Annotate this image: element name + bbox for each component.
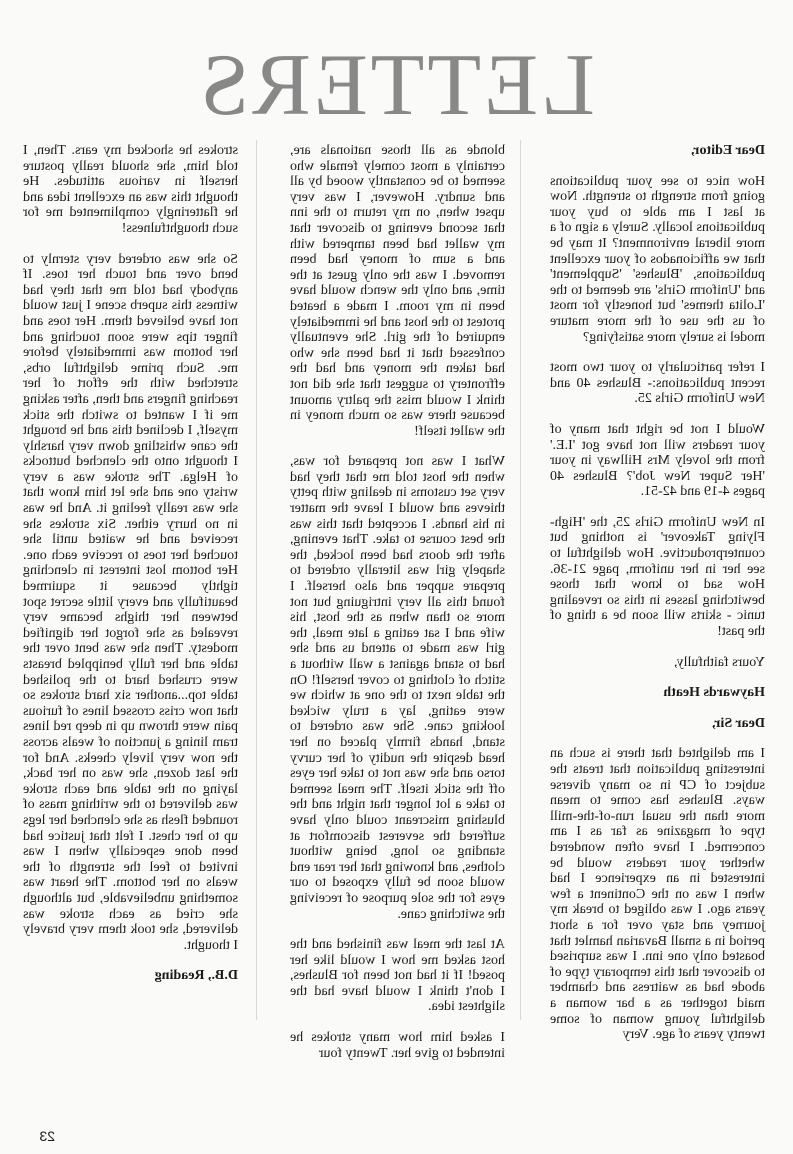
letter-paragraph: blonde as all those nationals are, certainly a most comely female who seemed to be constantly wooed by all and sundry. However, I was very upset when, on my return to the inn that second evening to discover that my wallet had been tampered with and a sum of money had been removed. I was the only guest at the time, and only the wench would have been in my room. I made a heated protest to the host and he immediately enquired of the girl. She eventually confessed that it had been she who had taken the money and had the effrontery to suggest that she did not think I would miss the paltry amount because there was so much money in the wallet itself! [290, 143, 505, 439]
column-divider [256, 140, 257, 1020]
letter-paragraph: So she was ordered very sternly to bend over and touch her toes. If anybody had told me that they had witness this superb scene I just would not have believed them. Her toes and finger tips were soon touching and her bottom was immediately before me. Such prime delightful orbs, stretched with the effort of her reaching fingers and then, after asking me if I wanted to switch the stick myself, I declined this and he brought the cane whistling down very harshly I thought onto the clenched buttocks of Helga. The stroke was a very wristy one and she let him know that she was really feeling it. And he was in no hurry either. Six strokes she received and he waited until she touched her toes to receive each one. Her bottom lost interest in clenching tightly because it squirmed beautifully and every little secret spot between her thighs became very revealed as she forgot her dignified modesty. Then she was bent over the table and her fully benippled breasts were crushed hard to the polished table top...another six hard strokes so that now criss crossed lines of furious pain were thrown up in deep red lines tram lining a junction of weals across the now very lively cheeks. And for the last dozen, she was on her back, laying on the table and each stroke was delivered to the writhing mass of rounded flesh as she clenched her legs up to her chest. I felt that justice had been done especially when I was invited to feel the strength of the weals on her bottom. The heart was something unbelievable, but although she cried as each stroke was delivered, she took them very bravely I thought. [23, 251, 238, 953]
letter-paragraph: I am delighted that there is such an interesting publication that treats the subject of CP in so many diverse ways. Blushes has come to mean more than the usual run-of-the-mill type of magazine as far as I am concerned. I have often wondered whether your readers would be interested in an experience I had when I was on the Continent a few years ago. I was obliged to break my journey and stay over for a short period in a small Bavarian hamlet that boasted only one inn. I was surprised to discover that this temporary type of abode had as waitress and chamber maid together as a bar woman a delightful young woman of some twenty years of age. Very [550, 746, 765, 1043]
letter-paragraph: I refer particularly to your two most recent publications:- Blushes 40 and New Uniform Girls 25. [550, 360, 765, 407]
letter-signature: Haywards Heath [663, 685, 765, 701]
letter-signature: D.B., Reading [154, 968, 238, 984]
letter-column-left [550, 143, 765, 1058]
letter-greeting: Dear Sir, [712, 715, 765, 731]
letter-paragraph: What I was not prepared for was, when the host told me that they had very set customs in dealing with petty thieves and would I leave the matter in his hands. I accepted that this was the best course to take. That evening, after the doors had been locked, the shapely girl was literally ordered to prepare supper and also herself. I found this all very intriguing but not more so than when as the host, his wife and I sat eating a late meal, the girl was made to attend us and she had to stand against a wall without a stitch of clothing to cover herself! On the table next to the one at which we were eating, lay a truly wicked looking cane. She was ordered to stand, hands firmly placed on her head despite the nudity of her curvy torso and she was not to take her eyes off the stick itself. The meal seemed to take a lot longer that night and the blushing miscreant could only have suffered the severest discomfort at standing so long, being without clothes, and knowing that her rear end would soon be fully exposed to our eyes for the sole purpose of receiving the switching cane. [290, 454, 505, 922]
letter-closing: Yours faithfully, [673, 654, 765, 670]
letter-paragraph: strokes he shocked my ears. Then, I told him, she should really posture herself in various attitudes. He thought this was an excellent idea and he flatteringly complimented me for such thoughtfulness! [23, 143, 238, 236]
letter-paragraph: How nice to see your publications going from strength to strength. Now at last I am able to buy your publications locally. Surely a sign of a more liberal environment? It may be that we afficionados of your excellent publications, 'Blushes' 'Supplement' and 'Uniform Girls' are deemed to the 'Lolita themes' but honestly for most of us the use of the more mature model is surely more satisfying? [550, 173, 765, 345]
page-number: 23 [39, 1128, 55, 1144]
letter-column-right [23, 143, 238, 999]
letter-paragraph: At last the meal was finished and the host asked me how I would like her posed! If it had not been for Blushes, I don't think I would have had the slightest idea. [290, 937, 505, 1015]
letter-paragraph: Would I not be right that many of your readers will not have got 'I.E.' from the lovely Mrs Hillway in your 'Her Super New Job'? Blushes 40 pages 4-19 and 42-51. [550, 421, 765, 500]
page-title: LETTERS [197, 37, 595, 134]
letter-column-middle [290, 143, 505, 1076]
letter-paragraph: In New Uniform Girls 25, the 'High-Flying Takeover' is nothing but counterproductive. How delightful to see her in her uniform, page 21-36. How sad to know that those bewitching lasses in this so revealing tunic - skirts will soon be a thing of the past! [550, 514, 765, 640]
letter-paragraph: I asked him how many strokes he intended to give her. Twenty four [290, 1030, 505, 1061]
column-divider [520, 140, 521, 1020]
letter-greeting: Dear Editor, [691, 143, 765, 158]
